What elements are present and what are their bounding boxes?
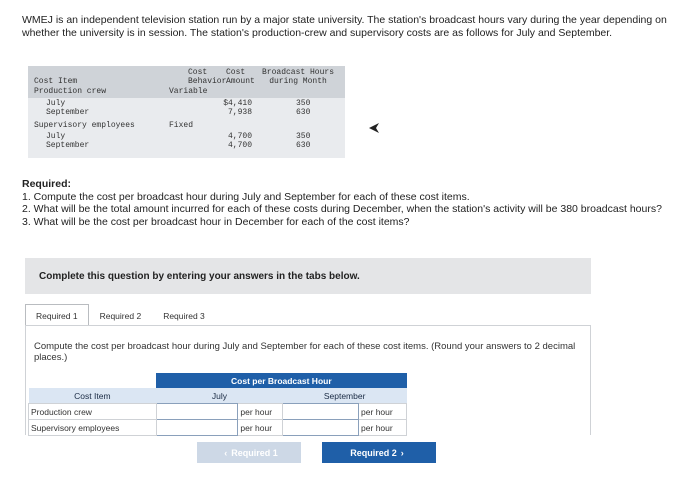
row-label: September (46, 108, 90, 117)
row-behavior: Fixed (169, 121, 194, 130)
supervisory-july-input[interactable] (157, 421, 238, 434)
chevron-left-icon: ‹ (224, 447, 228, 458)
row-amount: 7,938 (227, 108, 252, 117)
chevron-right-icon: › (400, 447, 404, 458)
unit-label: per hour (359, 420, 407, 436)
col-header-july: July (156, 388, 283, 404)
tab-bar (25, 304, 216, 326)
col-header-september: September (283, 388, 407, 404)
header-cost-behavior: Cost Behavior (188, 68, 227, 86)
col-header-cost-item: Cost Item (29, 388, 157, 404)
row-hours: 350 (296, 99, 311, 108)
required-questions (22, 178, 682, 228)
production-crew-september-input[interactable] (283, 405, 358, 418)
row-amount: $4,410 (223, 99, 252, 108)
question-3: 3. What will be the cost per broadcast hour in December for each of the cost items? (22, 215, 410, 228)
tab-required-1[interactable]: Required 1 (25, 304, 89, 326)
required-heading: Required: (22, 178, 72, 190)
question-1: 1. Compute the cost per broadcast hour during July and September for each of these cost items. (22, 190, 470, 203)
table-row (29, 420, 407, 436)
row-label: Production crew (34, 87, 107, 96)
row-label: July (46, 132, 66, 141)
unit-label: per hour (238, 420, 283, 436)
row-amount: 4,700 (227, 141, 252, 150)
header-cost-item: Cost Item (34, 77, 78, 86)
previous-button-label: Required 1 (231, 447, 278, 458)
previous-button[interactable] (197, 442, 301, 463)
header-cost-amount: Cost Amount (226, 68, 255, 86)
row-label: September (46, 141, 90, 150)
panel-instruction: Compute the cost per broadcast hour during July and September for each of these cost items. (Round your answers to 2 decimal places.) (34, 341, 576, 363)
row-hours: 350 (296, 132, 311, 141)
table-row (29, 404, 407, 420)
row-amount: 4,700 (227, 132, 252, 141)
row-label: Supervisory employees (34, 121, 135, 130)
answer-table-title: Cost per Broadcast Hour (156, 373, 406, 388)
next-button-label: Required 2 (350, 447, 397, 458)
question-2: 2. What will be the total amount incurred for each of these costs during December, when the station's activity will be 380 broadcast hours? (22, 203, 662, 215)
answer-table (28, 373, 407, 436)
row-label: July (46, 99, 66, 108)
instruction-bar: Complete this question by entering your answers in the tabs below. (25, 258, 591, 294)
row-label-supervisory-employees: Supervisory employees (29, 420, 157, 436)
tab-required-2[interactable]: Required 2 (99, 311, 142, 321)
row-behavior: Variable (169, 87, 208, 96)
unit-label: per hour (238, 404, 283, 420)
production-crew-july-input[interactable] (157, 405, 238, 418)
mouse-cursor-icon (368, 122, 380, 137)
supervisory-september-input[interactable] (283, 421, 358, 434)
problem-intro: WMEJ is an independent television station run by a major state university. The station's broadcast hours vary during the year depending on whether the university is in session. The station's production-crew and supervisory costs are as follows for July and September. (22, 14, 667, 39)
next-button[interactable] (322, 442, 436, 463)
tab-required-3[interactable]: Required 3 (163, 311, 205, 321)
row-label-production-crew: Production crew (29, 404, 157, 420)
cost-data-table (28, 66, 345, 158)
row-hours: 630 (296, 141, 311, 150)
row-hours: 630 (296, 108, 311, 117)
header-broadcast-hours: Broadcast Hours during Month (262, 68, 335, 86)
unit-label: per hour (359, 404, 407, 420)
